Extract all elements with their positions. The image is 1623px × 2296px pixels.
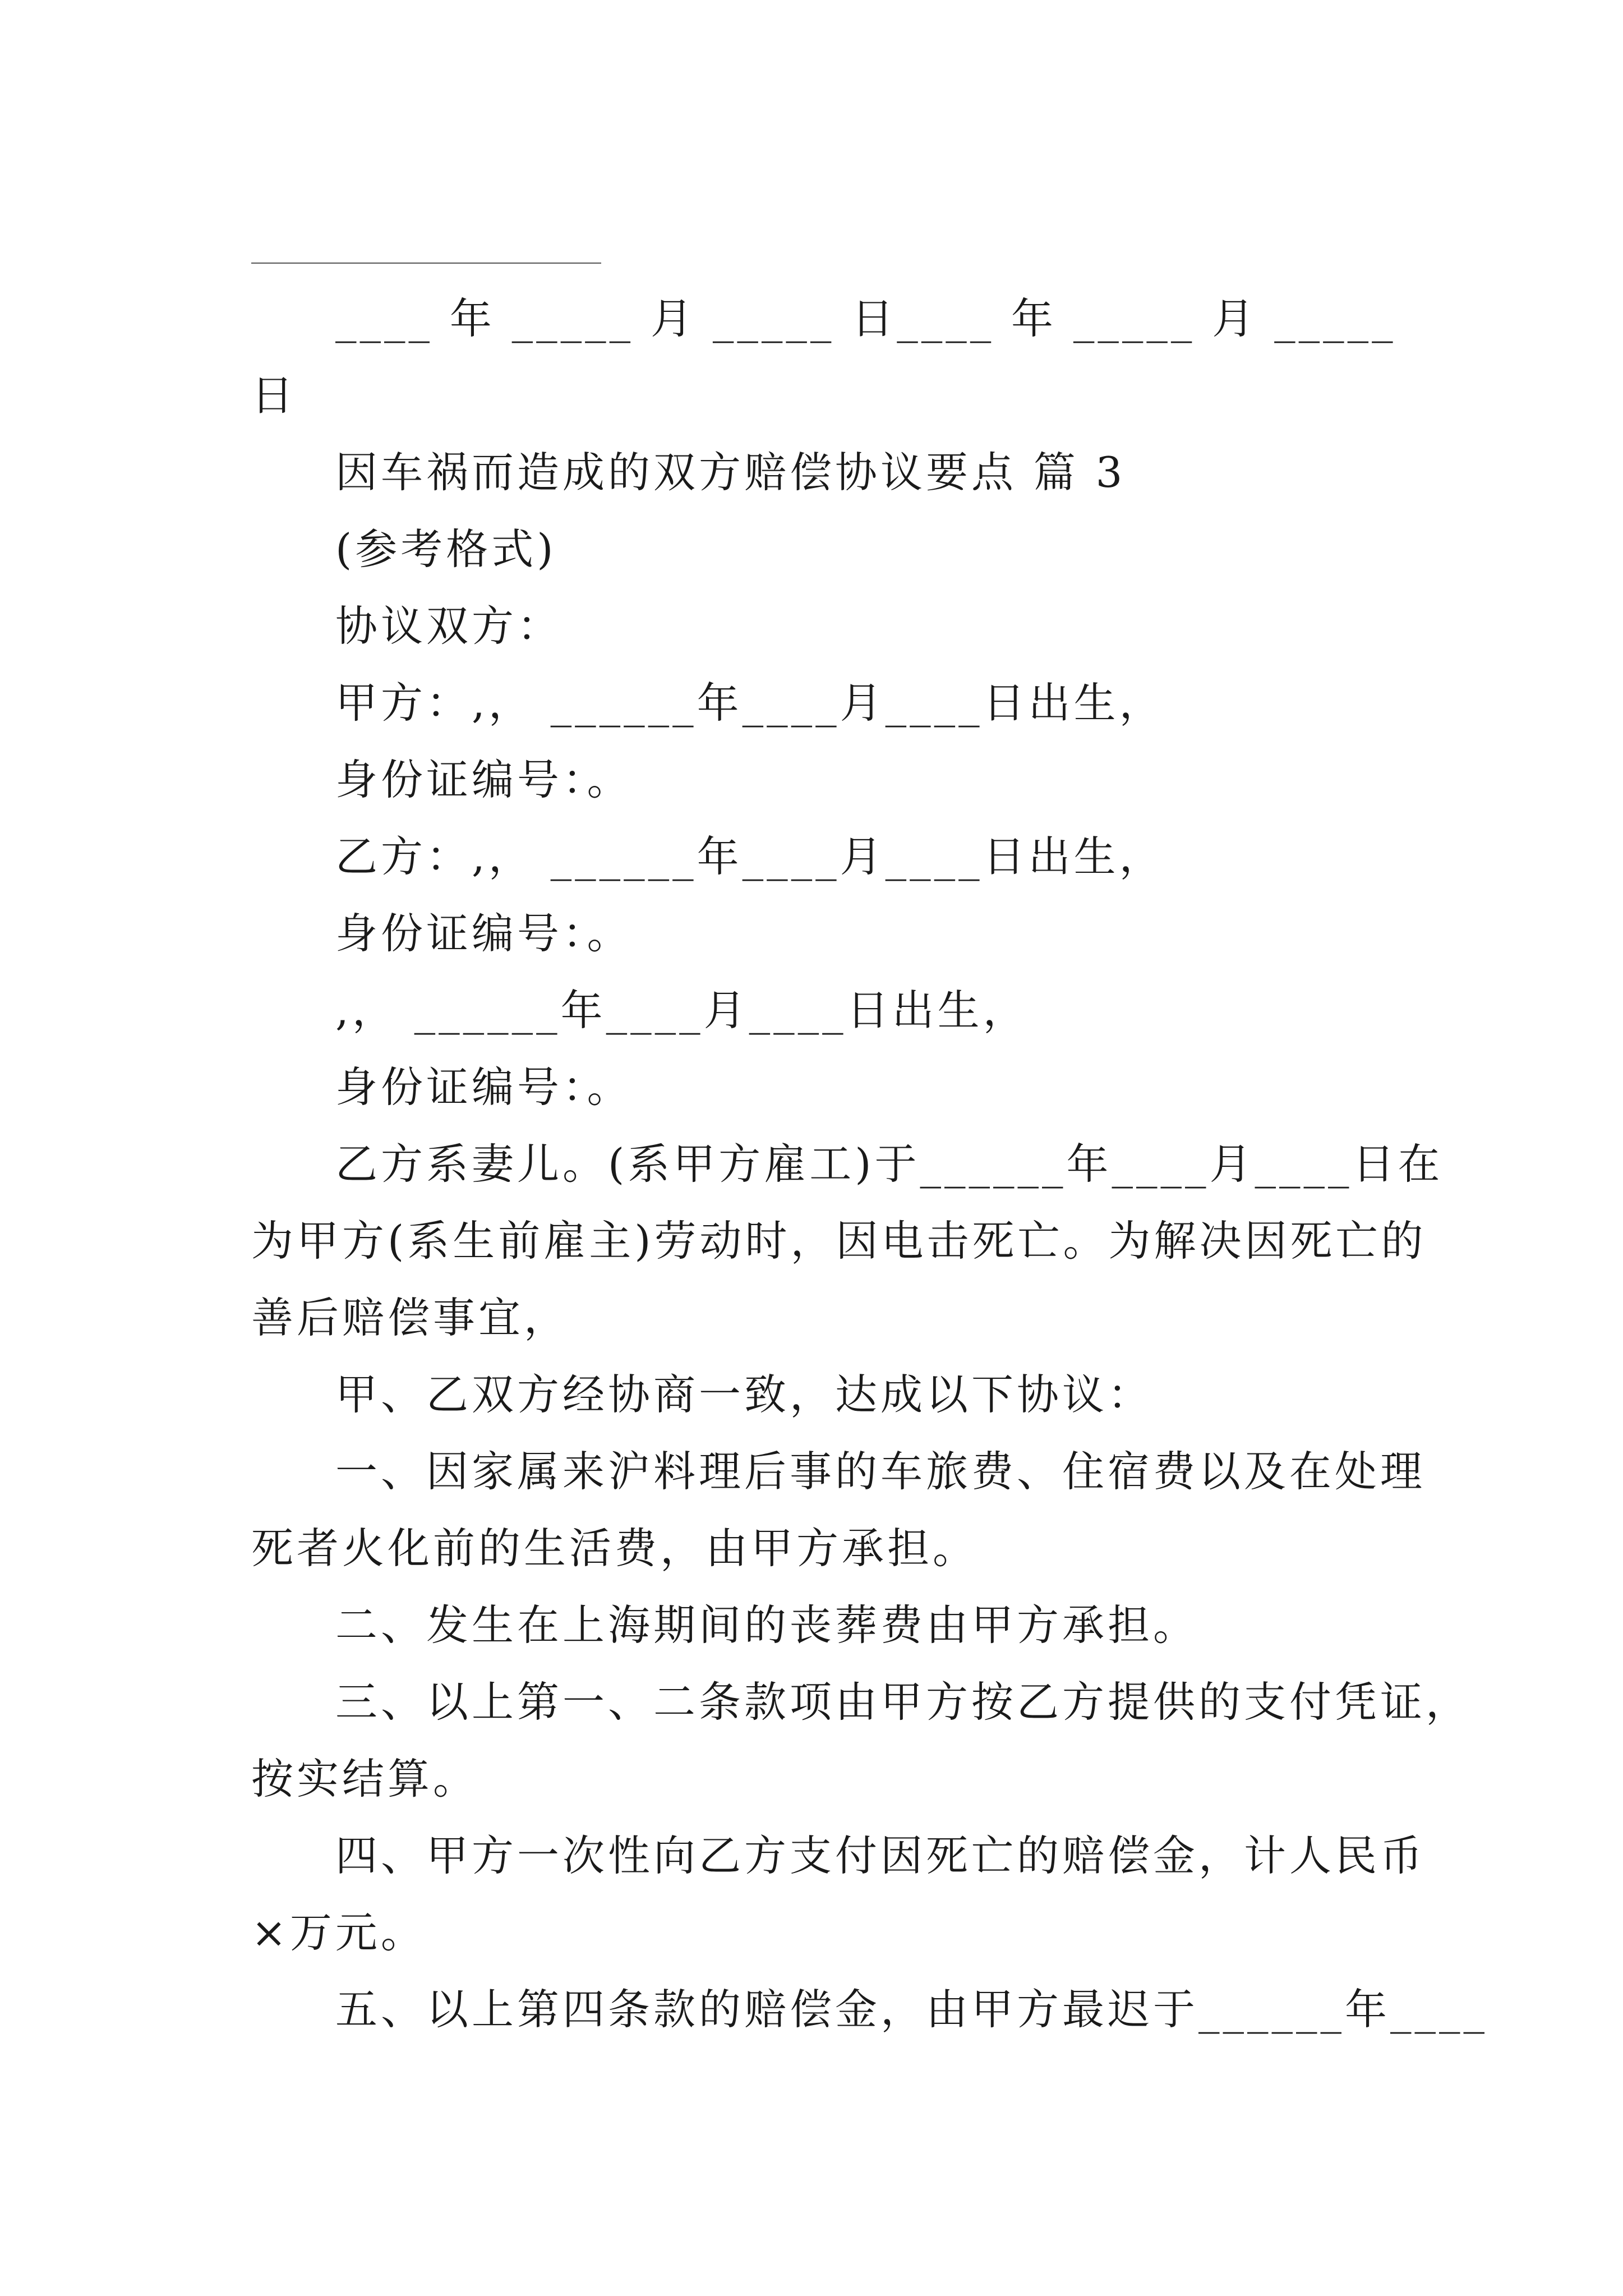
text-line: 甲方：,， ______年____月____日出生， bbox=[335, 678, 1165, 728]
text-line: 因车祸而造成的双方赔偿协议要点 篇 3 bbox=[335, 448, 1126, 497]
text-line: ____ 年 _____ 月 _____ 日____ 年 _____ 月 _____ bbox=[335, 294, 1396, 343]
text-line: 按实结算。 bbox=[251, 1754, 479, 1803]
text-line: ,， ______年____月____日出生， bbox=[335, 986, 1029, 1035]
document-body bbox=[251, 280, 1488, 2048]
text-line: 身份证编号：。 bbox=[335, 755, 633, 804]
text-line: 乙方系妻儿。(系甲方雇工)于______年____月____日在 bbox=[335, 1139, 1444, 1189]
text-line: 身份证编号：。 bbox=[335, 909, 633, 958]
text-line: 三、以上第一、二条款项由甲方按乙方提供的支付凭证， bbox=[335, 1677, 1472, 1727]
text-line: 一、因家属来沪料理后事的车旅费、住宿费以及在处理 bbox=[335, 1447, 1426, 1496]
text-line: (参考格式) bbox=[335, 524, 557, 574]
text-line: 甲、乙双方经协商一致，达成以下协议： bbox=[335, 1370, 1154, 1419]
text-line: 四、甲方一次性向乙方支付因死亡的赔偿金，计人民币 bbox=[335, 1831, 1426, 1880]
text-line: 乙方：,， ______年____月____日出生， bbox=[335, 832, 1165, 881]
text-line: 日 bbox=[251, 371, 297, 420]
text-line: 善后赔偿事宜， bbox=[251, 1293, 570, 1342]
text-line: 五、以上第四条款的赔偿金，由甲方最迟于______年____ bbox=[335, 1985, 1488, 2034]
text-line: 为甲方(系生前雇主)劳动时，因电击死亡。为解决因死亡的 bbox=[251, 1216, 1427, 1266]
text-line: 二、发生在上海期间的丧葬费由甲方承担。 bbox=[335, 1600, 1199, 1650]
top-divider bbox=[251, 263, 601, 264]
text-line: 死者火化前的生活费，由甲方承担。 bbox=[251, 1524, 979, 1573]
text-line: 协议双方： bbox=[335, 601, 563, 651]
text-line: ×万元。 bbox=[251, 1908, 426, 1957]
text-line: 身份证编号：。 bbox=[335, 1062, 633, 1112]
